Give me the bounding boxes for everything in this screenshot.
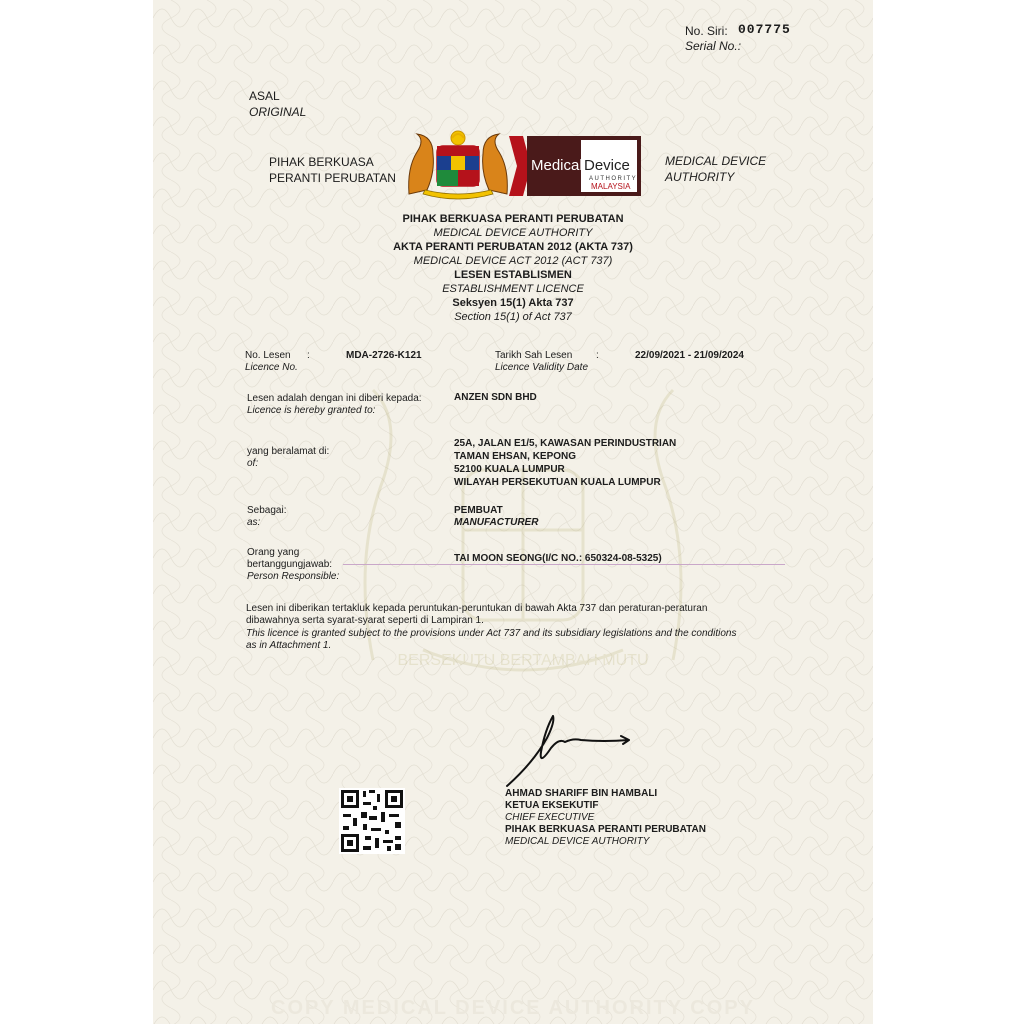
logo-word4: MALAYSIA <box>591 182 631 191</box>
address-line: 52100 KUALA LUMPUR <box>454 464 565 475</box>
malaysia-coat-of-arms-icon <box>403 128 513 200</box>
as-value-en: MANUFACTURER <box>454 517 539 528</box>
qr-code-icon <box>339 788 405 854</box>
licence-no-label: No. Lesen <box>245 350 291 361</box>
signatory-name: AHMAD SHARIFF BIN HAMBALI <box>505 788 658 799</box>
person-value: TAI MOON SEONG(I/C NO.: 650324-08-5325) <box>454 553 662 564</box>
authority-left-line1: PIHAK BERKUASA <box>269 155 374 169</box>
heading-line7: Seksyen 15(1) Akta 737 <box>452 297 574 309</box>
address-label-en: of: <box>247 458 259 469</box>
signatory-title-en: CHIEF EXECUTIVE <box>505 812 595 823</box>
conditions-ms1: Lesen ini diberikan tertakluk kepada peruntukan-peruntukan di bawah Akta 737 dan peraturan-peraturan <box>246 603 708 614</box>
validity-label-en: Licence Validity Date <box>495 362 589 373</box>
validity-label: Tarikh Sah Lesen <box>495 350 573 361</box>
address-line: TAMAN EHSAN, KEPONG <box>454 451 577 462</box>
copy-label-en: ORIGINAL <box>249 105 307 119</box>
conditions-ms2: dibawahnya serta syarat-syarat seperti di Lampiran 1. <box>246 615 484 626</box>
logo-word3: AUTHORITY <box>589 176 638 182</box>
person-label1: Orang yang <box>247 547 300 558</box>
validity-value: 22/09/2021 - 21/09/2024 <box>635 350 744 361</box>
granted-label: Lesen adalah dengan ini diberi kepada: <box>247 393 422 404</box>
signatory-org-en: MEDICAL DEVICE AUTHORITY <box>505 836 650 847</box>
conditions-en2: as in Attachment 1. <box>246 640 332 651</box>
person-underline <box>343 564 785 565</box>
licence-no-label-en: Licence No. <box>245 362 298 373</box>
heading-line4: MEDICAL DEVICE ACT 2012 (ACT 737) <box>413 255 613 267</box>
validity-colon: : <box>596 350 599 361</box>
address-line: WILAYAH PERSEKUTUAN KUALA LUMPUR <box>454 477 661 488</box>
person-label-en: Person Responsible: <box>247 571 340 582</box>
address-label: yang beralamat di: <box>247 446 330 457</box>
heading-line6: ESTABLISHMENT LICENCE <box>442 283 584 295</box>
as-value: PEMBUAT <box>454 505 503 516</box>
heading-line2: MEDICAL DEVICE AUTHORITY <box>433 227 593 239</box>
signatory-org: PIHAK BERKUASA PERANTI PERUBATAN <box>505 824 706 835</box>
licence-no-colon: : <box>307 350 310 361</box>
as-label: Sebagai: <box>247 505 287 516</box>
address-line: 25A, JALAN E1/5, KAWASAN PERINDUSTRIAN <box>454 438 677 449</box>
copy-label-ms: ASAL <box>249 89 280 103</box>
certificate-paper <box>153 0 873 1024</box>
authority-right-line1: MEDICAL DEVICE <box>665 154 767 168</box>
signatory-title: KETUA EKSEKUTIF <box>505 800 599 811</box>
person-label2: bertanggungjawab: <box>247 559 333 570</box>
as-label-en: as: <box>247 517 261 528</box>
authority-right-line2: AUTHORITY <box>665 170 735 184</box>
heading-line8: Section 15(1) of Act 737 <box>454 311 572 323</box>
mda-logo-icon <box>509 136 641 196</box>
granted-value: ANZEN SDN BHD <box>454 392 537 403</box>
granted-label-en: Licence is hereby granted to: <box>247 405 376 416</box>
logo-word2: Device <box>584 157 630 174</box>
conditions-en1: This licence is granted subject to the provisions under Act 737 and its subsidiary legislations and the conditions <box>246 628 737 639</box>
serial-label: No. Siri: <box>685 24 728 38</box>
heading-line1: PIHAK BERKUASA PERANTI PERUBATAN <box>402 213 624 225</box>
watermark-motto: BERSEKUTU BERTAMBAH MUTU <box>397 652 649 669</box>
logo-word1: Medical <box>531 157 583 174</box>
footer-watermark: COPY MEDICAL DEVICE AUTHORITY COPY <box>271 997 755 1019</box>
authority-left-line2: PERANTI PERUBATAN <box>269 171 396 185</box>
serial-label-en: Serial No.: <box>685 39 742 53</box>
licence-no-value: MDA-2726-K121 <box>346 350 422 361</box>
signature-icon <box>503 708 633 788</box>
serial-number: 007775 <box>738 22 791 37</box>
heading-line5: LESEN ESTABLISMEN <box>454 269 572 281</box>
heading-line3: AKTA PERANTI PERUBATAN 2012 (AKTA 737) <box>393 241 633 253</box>
